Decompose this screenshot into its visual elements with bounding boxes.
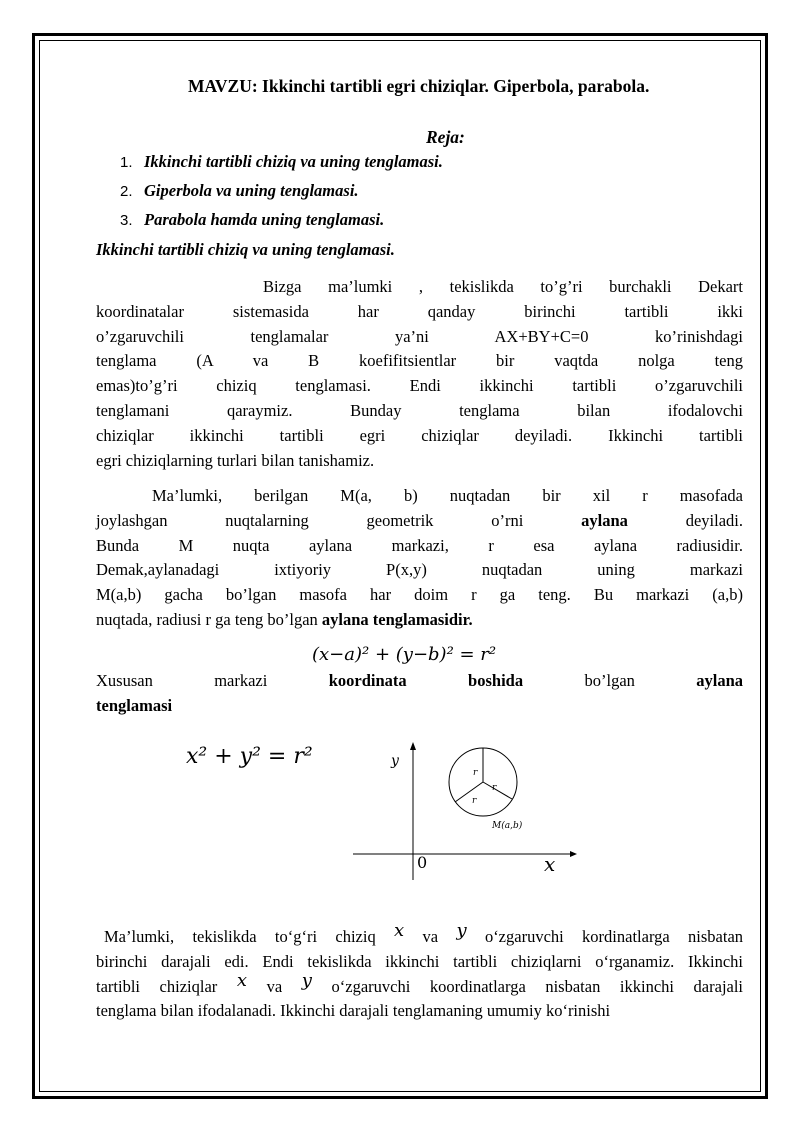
- page-title: MAVZU: Ikkinchi tartibli egri chiziqlar. Giperbola, parabola.: [188, 76, 650, 96]
- plan-list: [120, 152, 443, 239]
- plan-label: Reja:: [426, 127, 465, 147]
- y-axis-arrow: [410, 742, 416, 750]
- radius-label: r: [492, 783, 497, 793]
- origin-label: 0: [417, 853, 428, 872]
- section-heading: Ikkinchi tartibli chiziq va uning tenglamasi.: [96, 240, 395, 259]
- circle-figure: [345, 738, 585, 888]
- plan-item: 1. Ikkinchi tartibli chiziq va uning tenglamasi.: [120, 152, 443, 171]
- radius-label: r: [473, 768, 478, 778]
- paragraph-second-order: Ma’lumki, tekislikda to‘g‘ri chiziq x va y o‘zgaruvchi kordinatlarga nisbatan birinchi darajali edi. Endi tekislikda ikkinchi tartibli chiziqlarni o‘rganamiz. Ikkinchi tartibli chiziqlar x va y o‘zgaruvchi koordinatlarga nisbatan ikkinchi darajali tenglama bilan ifodalanadi. Ikkinchi darajali tenglamaning umumiy ko‘rinishi: [96, 920, 744, 1021]
- plan-item: 2. Giperbola va uning tenglamasi.: [120, 181, 359, 200]
- radius-line: [483, 782, 512, 799]
- paragraph-intro: Bizga ma’lumki , tekislikda to’g’ri burchakli Dekart koordinatalar sistemasida har qanday birinchi tartibli ikki o’zgaruvchili tenglamalar ya’ni AX+BY+C=0 ko’rinishdagi tenglama (A va B koefifitsientlar bir vaqtda nolga teng emas)to’g’ri chiziq tenglamasi. Endi ikkinchi tartibli o’zgaruvchili tenglamani qaraymiz. Bunday tenglama bilan ifodalovchi chiziqlar ikkinchi tartibli egri chiziqlar deyiladi. Ikkinchi tartibli egri chiziqlarning turlari bilan tanishamiz.: [96, 277, 743, 470]
- circle-equation: (x−a)² + (y−b)² = r²: [312, 644, 497, 665]
- radius-line: [455, 782, 483, 802]
- x-axis-arrow: [570, 851, 577, 857]
- center-label: M(a,b): [492, 821, 523, 831]
- x-axis-label: x: [544, 852, 556, 876]
- radius-label: r: [472, 796, 477, 806]
- origin-circle-equation: x² + y² = r²: [186, 744, 313, 769]
- plan-item: 3. Parabola hamda uning tenglamasi.: [120, 210, 385, 229]
- paragraph-circle-definition: Ma’lumki, berilgan M(a, b) nuqtadan bir xil r masofada joylashgan nuqtalarning geometrik o’rni aylana deyiladi. Bunda M nuqta aylana markazi, r esa aylana radiusidir. Demak,aylanadagi ixtiyoriy P(x,y) nuqtadan uning markazi M(a,b) gacha bo’lgan masofa har doim r ga teng. Bu markazi (a,b) nuqtada, radiusi r ga teng bo’lgan aylana tenglamasidir.: [96, 486, 744, 629]
- paragraph-origin-circle: Xususan markazi koordinata boshida bo’lgan aylana tenglamasi: [96, 671, 744, 715]
- y-axis-label: y: [391, 753, 399, 769]
